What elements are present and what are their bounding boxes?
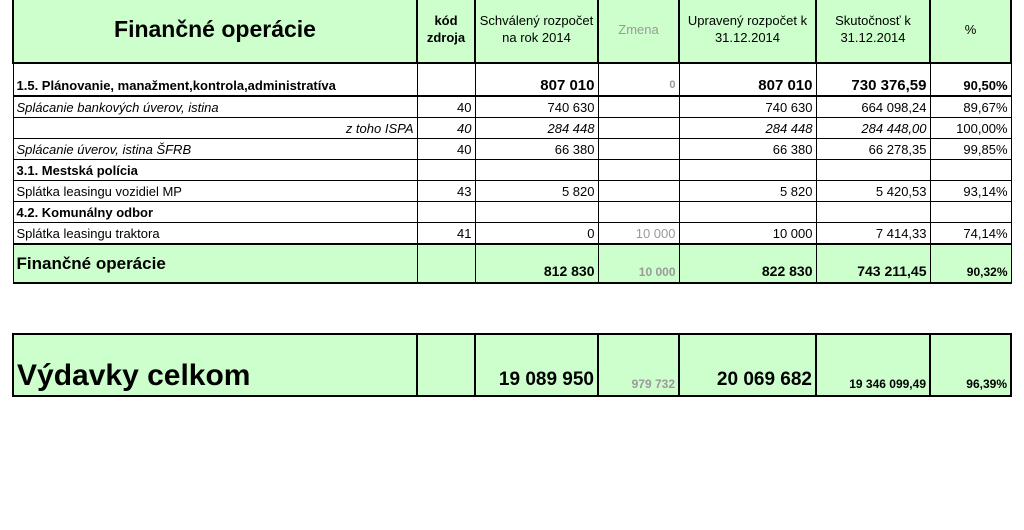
sum-skutocnost: 743 211,45 <box>816 244 930 283</box>
row-percent: 90,50% <box>930 75 1011 96</box>
section-row <box>13 160 1011 181</box>
row-skutocnost: 284 448,00 <box>816 118 930 139</box>
row-kod <box>417 75 475 96</box>
row-upraveny: 10 000 <box>679 223 816 245</box>
table-row <box>13 181 1011 202</box>
total-row <box>13 334 1011 396</box>
col-upraveny-rozpocet: Upravený rozpočet k 31.12.2014 <box>679 0 816 63</box>
row-upraveny: 284 448 <box>679 118 816 139</box>
row-zmena: 0 <box>598 75 679 96</box>
sum-percent: 90,32% <box>930 244 1011 283</box>
table-row <box>13 223 1011 245</box>
row-zmena <box>598 96 679 118</box>
row-zmena <box>598 118 679 139</box>
total-skutocnost: 19 346 099,49 <box>816 334 930 396</box>
row-skutocnost: 7 414,33 <box>816 223 930 245</box>
row-label: Splátka leasingu vozidiel MP <box>13 181 417 202</box>
row-label: 3.1. Mestská polícia <box>13 160 417 181</box>
total-upraveny: 20 069 682 <box>679 334 816 396</box>
row-kod: 43 <box>417 181 475 202</box>
sum-schvaleny: 812 830 <box>475 244 598 283</box>
row-schvaleny: 66 380 <box>475 139 598 160</box>
row-zmena <box>598 181 679 202</box>
row-label: Splátka leasingu traktora <box>13 223 417 245</box>
row-upraveny: 5 820 <box>679 181 816 202</box>
col-skutocnost: Skutočnosť k 31.12.2014 <box>816 0 930 63</box>
sum-row <box>13 244 1011 283</box>
total-percent: 96,39% <box>930 334 1011 396</box>
row-kod: 41 <box>417 223 475 245</box>
row-label: z toho ISPA <box>13 118 417 139</box>
section-row <box>13 202 1011 223</box>
row-percent: 74,14% <box>930 223 1011 245</box>
table-title: Finančné operácie <box>13 0 417 63</box>
row-percent: 93,14% <box>930 181 1011 202</box>
table-row <box>13 96 1011 118</box>
col-schvaleny-rozpocet: Schválený rozpočet na rok 2014 <box>475 0 598 63</box>
row-kod: 40 <box>417 118 475 139</box>
row-upraveny: 66 380 <box>679 139 816 160</box>
row-upraveny: 807 010 <box>679 75 816 96</box>
sum-zmena: 10 000 <box>598 244 679 283</box>
vydavky-celkom-table <box>12 333 1012 397</box>
header-row <box>13 0 1011 63</box>
row-percent: 89,67% <box>930 96 1011 118</box>
sum-label: Finančné operácie <box>13 244 417 283</box>
row-schvaleny: 807 010 <box>475 75 598 96</box>
financne-operacie-table <box>12 0 1012 284</box>
row-zmena: 10 000 <box>598 223 679 245</box>
row-schvaleny: 0 <box>475 223 598 245</box>
total-schvaleny: 19 089 950 <box>475 334 598 396</box>
row-label: Splácanie úverov, istina ŠFRB <box>13 139 417 160</box>
row-schvaleny: 284 448 <box>475 118 598 139</box>
row-upraveny: 740 630 <box>679 96 816 118</box>
row-label: Splácanie bankových úverov, istina <box>13 96 417 118</box>
table-row <box>13 118 1011 139</box>
row-label: 1.5. Plánovanie, manažment,kontrola,administratíva <box>13 75 417 96</box>
col-zmena: Zmena <box>598 0 679 63</box>
row-schvaleny: 740 630 <box>475 96 598 118</box>
total-zmena: 979 732 <box>598 334 679 396</box>
sum-upraveny: 822 830 <box>679 244 816 283</box>
row-skutocnost: 66 278,35 <box>816 139 930 160</box>
col-kod-zdroja: kód zdroja <box>417 0 475 63</box>
table-row <box>13 75 1011 96</box>
row-percent: 100,00% <box>930 118 1011 139</box>
total-label: Výdavky celkom <box>13 334 417 396</box>
row-skutocnost: 664 098,24 <box>816 96 930 118</box>
col-percent: % <box>930 0 1011 63</box>
row-kod: 40 <box>417 96 475 118</box>
table-row <box>13 139 1011 160</box>
row-percent: 99,85% <box>930 139 1011 160</box>
spacer-row <box>13 63 1011 75</box>
row-skutocnost: 5 420,53 <box>816 181 930 202</box>
row-skutocnost: 730 376,59 <box>816 75 930 96</box>
row-zmena <box>598 139 679 160</box>
row-label: 4.2. Komunálny odbor <box>13 202 417 223</box>
row-kod: 40 <box>417 139 475 160</box>
row-schvaleny: 5 820 <box>475 181 598 202</box>
